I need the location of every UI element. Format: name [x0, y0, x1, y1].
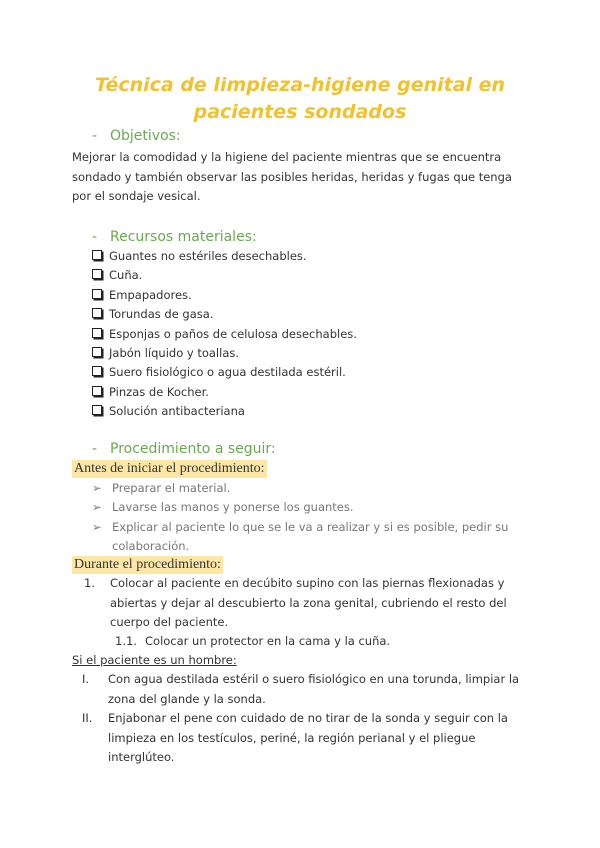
- list-item: Empapadores.: [92, 286, 357, 305]
- checkbox-bullet-icon: [92, 347, 102, 357]
- before-procedure-list: [92, 479, 512, 557]
- checkbox-bullet-icon: [92, 250, 102, 260]
- arrow-bullet-icon: ➢: [92, 500, 102, 515]
- list-item: ➢ Preparar el material.: [92, 479, 512, 498]
- materials-heading-text: Recursos materiales:: [110, 229, 257, 245]
- arrow-bullet-icon: ➢: [92, 481, 102, 495]
- list-item: Esponjas o paños de celulosa desechables.: [92, 325, 357, 344]
- list-item: ➢ Lavarse las manos y ponerse los guantes.: [92, 498, 512, 517]
- section-objectives-heading: [92, 128, 181, 144]
- page-title: Técnica de limpieza-higiene genital en pacientes sondados: [94, 74, 506, 123]
- list-item: Cuña.: [92, 266, 357, 285]
- list-item: Pinzas de Kocher.: [92, 383, 357, 402]
- before-procedure-label: Antes de iniciar el procedimiento:: [74, 461, 265, 476]
- arrow-bullet-icon: ➢: [92, 519, 102, 534]
- item-number: II.: [82, 711, 93, 726]
- list-item: Torundas de gasa.: [92, 305, 357, 324]
- checkbox-bullet-icon: [92, 386, 102, 396]
- list-item: Suero fisiológico o agua destilada estéril.: [92, 363, 357, 382]
- checkbox-bullet-icon: [92, 366, 102, 376]
- section-materials-heading: [92, 229, 257, 245]
- checkbox-bullet-icon: [92, 269, 102, 279]
- during-procedure-list: [84, 574, 520, 633]
- during-procedure-sublist: [115, 632, 525, 652]
- list-item: Solución antibacteriana: [92, 402, 357, 421]
- list-item: I. Con agua destilada estéril o suero fisiológico en una torunda, limpiar la zona del glande y la sonda.: [82, 672, 520, 706]
- item-number: 1.: [84, 576, 95, 590]
- item-number: I.: [82, 672, 90, 686]
- checkbox-bullet-icon: [92, 308, 102, 318]
- procedure-heading-text: Procedimiento a seguir:: [110, 441, 276, 457]
- list-item: ➢ Explicar al paciente lo que se le va a realizar y si es posible, pedir su colaboración.: [92, 519, 509, 554]
- male-patient-list: [82, 670, 520, 768]
- list-item: Jabón líquido y toallas.: [92, 344, 357, 363]
- objectives-text: Mejorar la comodidad y la higiene del paciente mientras que se encuentra sondado y también observar las posibles heridas, heridas y fugas que tenga por el sondaje vesical.: [72, 150, 512, 204]
- male-patient-label: Si el paciente es un hombre:: [72, 653, 237, 667]
- dash-bullet: -: [92, 128, 98, 144]
- dash-bullet: -: [92, 441, 98, 457]
- item-number: 1.1.: [115, 634, 137, 648]
- checkbox-bullet-icon: [92, 405, 102, 415]
- list-item: II. Enjabonar el pene con cuidado de no tirar de la sonda y seguir con la limpieza en los testículos, periné, la región perianal y el pliegue interglúteo.: [82, 711, 508, 765]
- checkbox-bullet-icon: [92, 328, 102, 338]
- list-item: 1.1. Colocar un protector en la cama y la cuña.: [145, 632, 525, 652]
- list-item: Guantes no estériles desechables.: [92, 247, 357, 266]
- dash-bullet: -: [92, 229, 98, 245]
- checkbox-bullet-icon: [92, 289, 102, 299]
- list-item: 1. Colocar al paciente en decúbito supino con las piernas flexionadas y abiertas y dejar al descubierto la zona genital, cubriendo el resto del cuerpo del paciente.: [84, 576, 507, 630]
- section-procedure-heading: [92, 441, 276, 457]
- during-procedure-label: Durante el procedimiento:: [74, 557, 221, 572]
- objectives-heading-text: Objetivos:: [110, 128, 181, 144]
- materials-list: [92, 247, 357, 422]
